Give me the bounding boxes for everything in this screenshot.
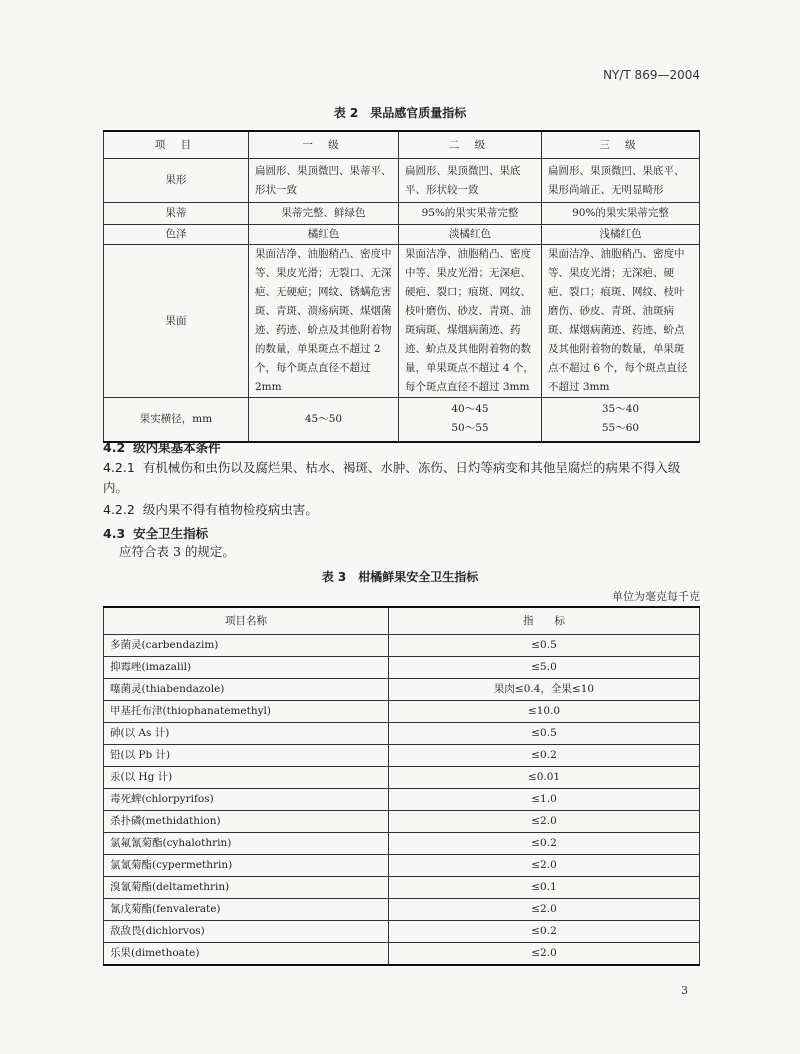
table-row (104, 877, 700, 899)
section-text: 级内果不得有植物检疫病虫害。 (142, 502, 318, 517)
row-label: 色泽 (104, 225, 249, 245)
item-name: 甲基托布津(thiophanatemethyl) (104, 701, 389, 723)
header-grade2: 二 级 (399, 131, 542, 159)
table-row (104, 745, 700, 767)
table-row (104, 855, 700, 877)
table-row (104, 921, 700, 943)
header-name: 项目名称 (104, 607, 389, 635)
cell: 橘红色 (249, 225, 399, 245)
item-value: ≤0.1 (389, 877, 700, 899)
item-value: ≤0.2 (389, 921, 700, 943)
item-name: 氯氟氰菊酯(cyhalothrin) (104, 833, 389, 855)
item-name: 乐果(dimethoate) (104, 943, 389, 966)
section-number: 4.2.1 (103, 460, 135, 475)
page-number: 3 (681, 984, 688, 997)
section-4-2-2 (103, 500, 703, 520)
cell-line: 35～40 (601, 403, 640, 416)
table-row (104, 899, 700, 921)
cell: 90%的果实果蒂完整 (542, 203, 700, 225)
table-header-row (104, 131, 700, 159)
item-name: 铅(以 Pb 计) (104, 745, 389, 767)
item-value: ≤2.0 (389, 943, 700, 966)
table2-caption: 表 2 果品感官质量指标 (333, 106, 467, 120)
table-row (104, 635, 700, 657)
item-value: ≤2.0 (389, 899, 700, 921)
section-text: 有机械伤和虫伤以及腐烂果、枯水、褐斑、水肿、冻伤、日灼等病变和其他呈腐烂的病果不得入级内。 (103, 460, 681, 495)
item-value: ≤0.5 (389, 635, 700, 657)
cell: 95%的果实果蒂完整 (399, 203, 542, 225)
table-row (104, 657, 700, 679)
item-name: 氰戊菊酯(fenvalerate) (104, 899, 389, 921)
item-name: 噻菌灵(thiabendazole) (104, 679, 389, 701)
cell: 果蒂完整、鲜绿色 (249, 203, 399, 225)
item-name: 汞(以 Hg 计) (104, 767, 389, 789)
table-row (104, 159, 700, 203)
item-value: ≤10.0 (389, 701, 700, 723)
table-row (104, 245, 700, 398)
cell: 淡橘红色 (399, 225, 542, 245)
item-name: 杀扑磷(methidathion) (104, 811, 389, 833)
table-row (104, 723, 700, 745)
row-label: 果蒂 (104, 203, 249, 225)
item-value: ≤0.5 (389, 723, 700, 745)
item-value: ≤0.2 (389, 745, 700, 767)
table-header-row (104, 607, 700, 635)
row-label: 果实横径，mm (104, 398, 249, 442)
item-value: ≤1.0 (389, 789, 700, 811)
item-value: ≤0.01 (389, 767, 700, 789)
section-number: 4.2 (103, 440, 126, 455)
table-row (104, 789, 700, 811)
cell: 扁圆形、果顶微凹、果底平、形状较一致 (399, 159, 542, 203)
section-number: 4.3 (103, 526, 126, 541)
cell: 果面洁净、油胞稍凸、密度中等、果皮光滑；无深疤、硬疤、裂口；痕斑、网纹、枝叶磨伤、砂皮、青斑、油斑病斑、煤烟病菌迹、药迹、蚧点及其他附着物的数量，单果斑点不超过 6 个，每个斑点直径不超过 3mm (542, 245, 700, 398)
cell: 浅橘红色 (542, 225, 700, 245)
table-row (104, 203, 700, 225)
cell-line: 40～45 (451, 403, 489, 416)
table-row (104, 811, 700, 833)
table-row (104, 767, 700, 789)
cell (399, 398, 542, 442)
item-name: 多菌灵(carbendazim) (104, 635, 389, 657)
row-label: 果形 (104, 159, 249, 203)
table-row (104, 679, 700, 701)
section-number: 4.2.2 (103, 502, 135, 517)
cell-line: 55～60 (601, 422, 640, 435)
table-row (104, 943, 700, 966)
cell: 扁圆形、果顶微凹、果底平、果形尚端正、无明显畸形 (542, 159, 700, 203)
section-4-2-1 (103, 458, 703, 498)
section-4-2 (103, 438, 221, 456)
cell: 果面洁净、油胞稍凸、密度中等、果皮光滑；无裂口、无深疤、无硬疤；网纹、锈螨危害斑、青斑、溃疡病斑、煤烟菌迹、药迹、蚧点及其他附着物的数量，单果斑点不超过 2 个，每个斑点直径不超过 2mm (249, 245, 399, 398)
header-value: 指 标 (389, 607, 700, 635)
item-name: 抑霉唑(imazalil) (104, 657, 389, 679)
header-grade3: 三 级 (542, 131, 700, 159)
table-row (104, 833, 700, 855)
table-row (104, 701, 700, 723)
standard-code: NY/T 869—2004 (603, 68, 700, 82)
item-name: 溴氰菊酯(deltamethrin) (104, 877, 389, 899)
header-grade1: 一 级 (249, 131, 399, 159)
item-value: ≤2.0 (389, 855, 700, 877)
table-row (104, 398, 700, 442)
item-name: 氯氰菊酯(cypermethrin) (104, 855, 389, 877)
section-4-3 (103, 524, 208, 542)
section-title: 级内果基本条件 (133, 440, 221, 455)
cell: 扁圆形、果顶微凹、果蒂平、形状一致 (249, 159, 399, 203)
item-name: 砷(以 As 计) (104, 723, 389, 745)
header-item: 项 目 (104, 131, 249, 159)
row-label: 果面 (104, 245, 249, 398)
cell (542, 398, 700, 442)
item-value: 果肉≤0.4，全果≤10 (389, 679, 700, 701)
safety-table (103, 606, 700, 966)
item-name: 敌敌畏(dichlorvos) (104, 921, 389, 943)
item-value: ≤5.0 (389, 657, 700, 679)
cell: 果面洁净、油胞稍凸、密度中等、果皮光滑；无深疤、硬疤、裂口；痕斑、网纹、枝叶磨伤、砂皮、青斑、油斑病斑、煤烟病菌迹、药迹、蚧点及其他附着物的数量，单果斑点不超过 4 个，每个斑点直径不超过 3mm (399, 245, 542, 398)
item-value: ≤0.2 (389, 833, 700, 855)
table-row (104, 225, 700, 245)
cell: 45～50 (249, 398, 399, 442)
table3-caption: 表 3 柑橘鲜果安全卫生指标 (321, 570, 479, 584)
cell-line: 50～55 (451, 422, 489, 435)
section-title: 安全卫生指标 (133, 526, 209, 541)
item-name: 毒死蜱(chlorpyrifos) (104, 789, 389, 811)
section-4-3-text: 应符合表 3 的规定。 (119, 544, 235, 559)
sensory-quality-table (103, 130, 700, 443)
item-value: ≤2.0 (389, 811, 700, 833)
unit-note: 单位为毫克每千克 (612, 590, 700, 603)
